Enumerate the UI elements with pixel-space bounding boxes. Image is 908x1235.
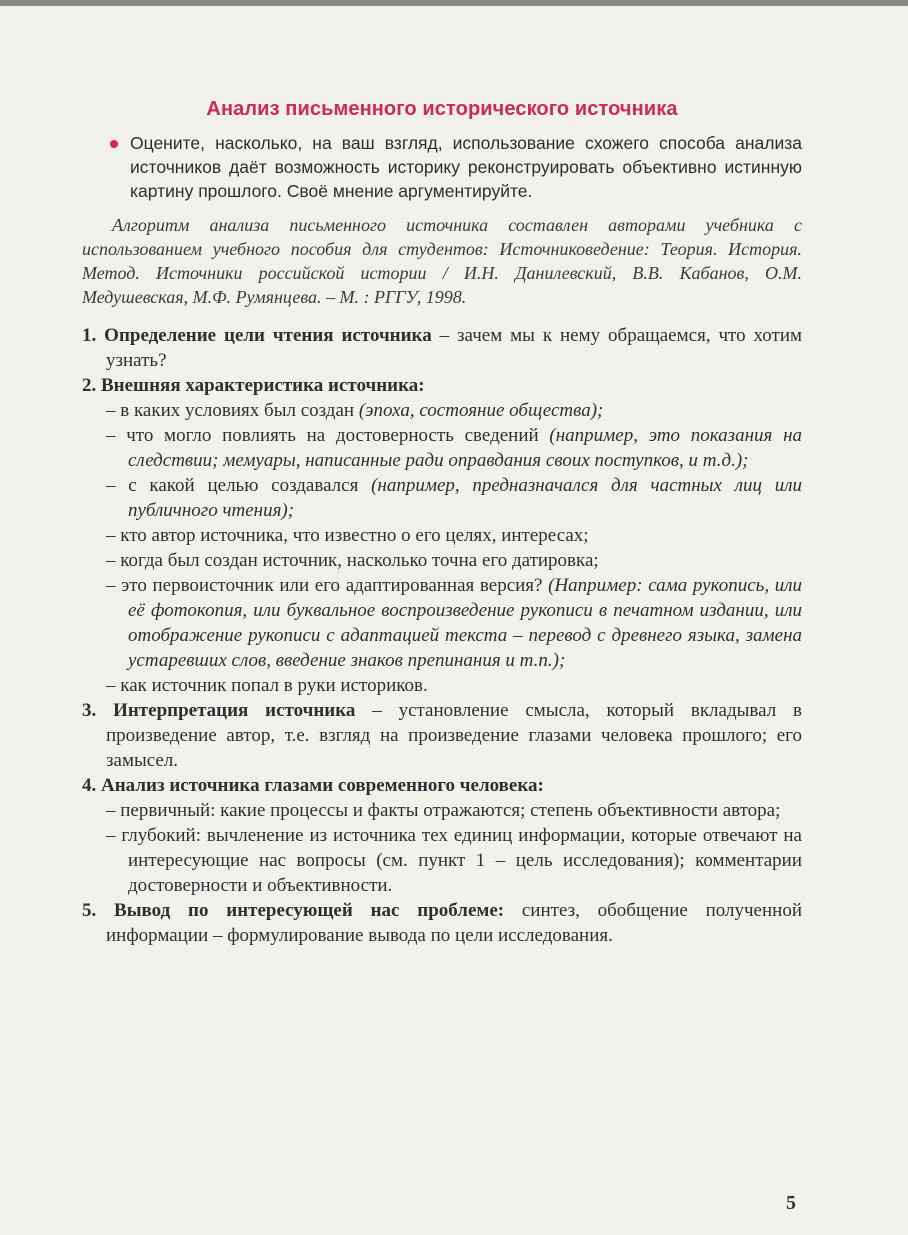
task-text: Оцените, насколько, на ваш взгляд, использование схожего способа анализа источников даёт возможность историку реконструировать объективно истинную картину прошлого. Своё мнение аргументируйте. bbox=[130, 133, 802, 201]
task-paragraph bbox=[82, 131, 802, 203]
page-number: 5 bbox=[786, 1192, 796, 1214]
step-heading: Интерпретация источника bbox=[113, 700, 356, 721]
step-1 bbox=[82, 323, 802, 373]
top-edge-bar bbox=[0, 0, 908, 6]
item-text: – это первоисточник или его адаптированная версия? bbox=[106, 575, 549, 596]
step-number: 1. bbox=[82, 325, 97, 346]
page-title: Анализ письменного исторического источника bbox=[206, 98, 678, 120]
list-item bbox=[106, 823, 802, 898]
step-text: синтез, обобщение полученной информации – формулирование вывода по цели исследования. bbox=[106, 900, 802, 946]
step-text: – установление смысла, который вкладывал в произведение автор, т.е. взгляд на произведение глазами человека прошлого; его замысел. bbox=[106, 700, 802, 771]
item-text: – как источник попал в руки историков. bbox=[106, 675, 428, 696]
step-heading: Определение цели чтения источника bbox=[104, 325, 432, 346]
item-text: – когда был создан источник, насколько точна его датировка; bbox=[106, 550, 599, 571]
list-item bbox=[106, 573, 802, 673]
step-number: 5. bbox=[82, 900, 97, 921]
list-item bbox=[106, 548, 802, 573]
item-italic: (Например: сама рукопись, или её фотокопия, или буквальное воспроизведение рукописи в печатном издании, или отображение рукописи с адаптацией текста – перевод с древнего языка, замена устаревших слов, введение знаков препинания и т.п.); bbox=[128, 575, 802, 671]
item-italic: (например, это показания на следствии; мемуары, написанные ради оправдания своих поступков, и т.д.); bbox=[128, 425, 802, 471]
list-item bbox=[106, 798, 802, 823]
step-number: 4. bbox=[82, 775, 97, 796]
page-content bbox=[82, 98, 802, 948]
item-text: – глубокий: вычленение из источника тех единиц информации, которые отвечают на интересующие нас вопросы (см. пункт 1 – цель исследования); комментарии достоверности и объективности. bbox=[106, 825, 802, 896]
step-3 bbox=[82, 698, 802, 773]
item-italic: (эпоха, состояние общества); bbox=[358, 400, 604, 421]
item-text: – первичный: какие процессы и факты отражаются; степень объективности автора; bbox=[106, 800, 781, 821]
bullet-icon bbox=[110, 140, 118, 148]
step-number: 3. bbox=[82, 700, 97, 721]
item-text: – с какой целью создавался bbox=[106, 475, 372, 496]
source-note: Алгоритм анализа письменного источника составлен авторами учебника с использованием учебного пособия для студентов: Источниковедение: Теория. История. Метод. Источники российской истории / И.Н. Данилевский, В.В. Кабанов, О.М. Медушевская, М.Ф. Румянцева. – М. : РГГУ, 1998. bbox=[82, 215, 802, 307]
step-heading: Анализ источника глазами современного человека: bbox=[101, 775, 544, 796]
item-italic: (например, предназначался для частных лиц или публичного чтения); bbox=[128, 475, 803, 521]
list-item bbox=[106, 473, 802, 523]
step-2 bbox=[82, 373, 802, 398]
item-text: – что могло повлиять на достоверность сведений bbox=[106, 425, 550, 446]
item-text: – в каких условиях был создан bbox=[106, 400, 359, 421]
step-number: 2. bbox=[82, 375, 97, 396]
list-item bbox=[106, 423, 802, 473]
list-item bbox=[106, 523, 802, 548]
step-4 bbox=[82, 773, 802, 798]
list-item bbox=[106, 398, 802, 423]
list-item bbox=[106, 673, 802, 698]
step-heading: Внешняя характеристика источника: bbox=[101, 375, 425, 396]
item-text: – кто автор источника, что известно о его целях, интересах; bbox=[106, 525, 589, 546]
step-heading: Вывод по интересующей нас проблеме: bbox=[114, 900, 505, 921]
step-5 bbox=[82, 898, 802, 948]
step-text: – зачем мы к нему обращаемся, что хотим узнать? bbox=[106, 325, 803, 371]
